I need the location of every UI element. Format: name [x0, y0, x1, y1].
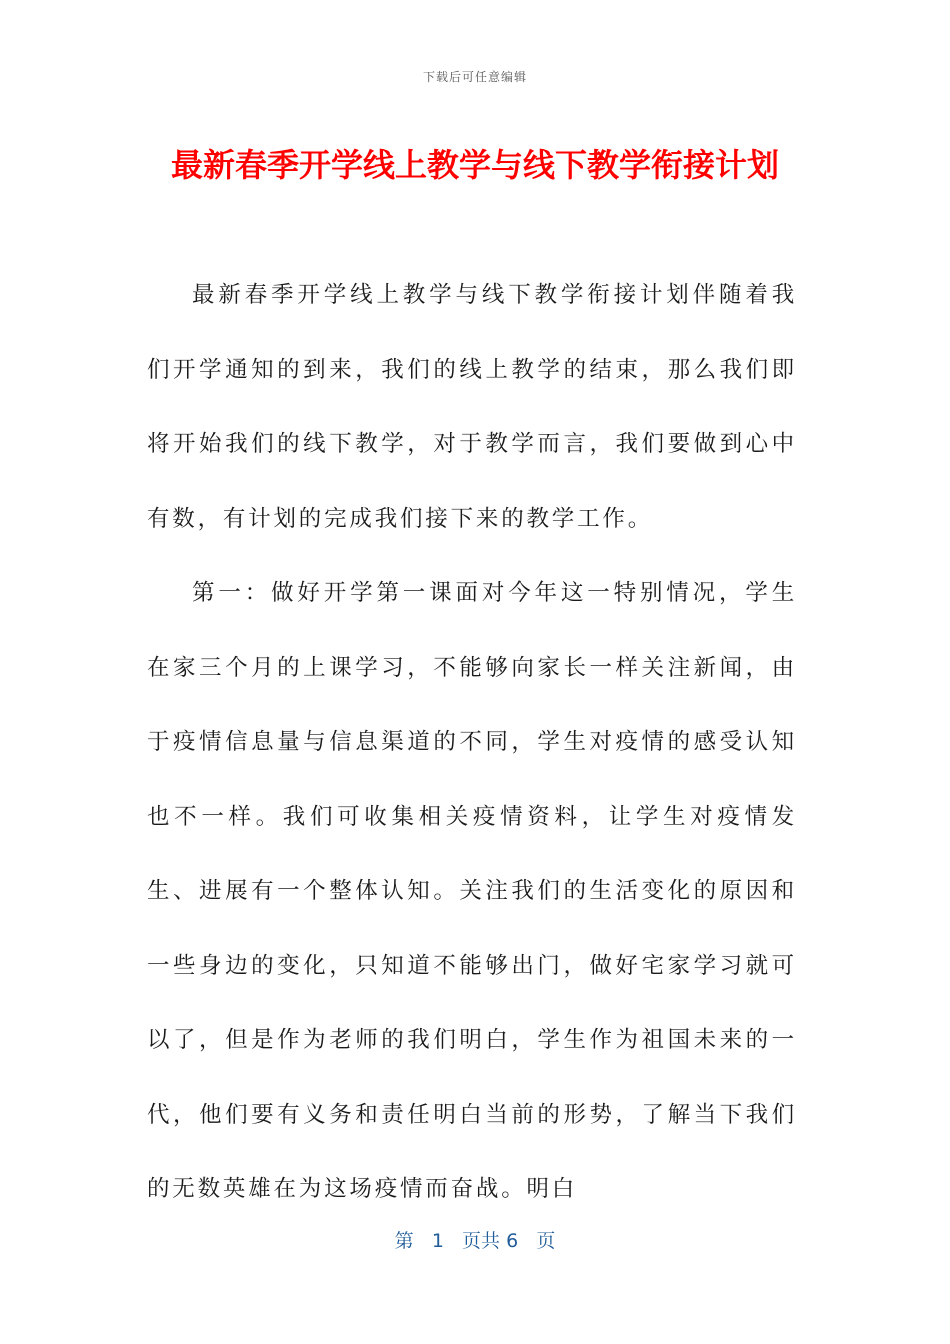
footer-page-suffix: 页: [536, 1230, 556, 1252]
header-note: 下载后可任意编辑: [422, 70, 527, 84]
paragraph-intro: 最新春季开学线上教学与线下教学衔接计划伴随着我们开学通知的到来，我们的线上教学的结束，那么我们即将开始我们的线下教学，对于教学而言，我们要做到心中有数，有计划的完成我们接下来的教学工作。: [147, 282, 797, 532]
footer-page-middle: 页共: [462, 1230, 501, 1252]
document-body: [147, 258, 797, 1227]
footer-current-page: 1: [431, 1230, 444, 1252]
paragraph-first-point: 第一：做好开学第一课面对今年这一特别情况，学生在家三个月的上课学习，不能够向家长一样关注新闻，由于疫情信息量与信息渠道的不同，学生对疫情的感受认知也不一样。我们可收集相关疫情资料，让学生对疫情发生、进展有一个整体认知。关注我们的生活变化的原因和一些身边的变化，只知道不能够出门，做好宅家学习就可以了，但是作为老师的我们明白，学生作为祖国未来的一代，他们要有义务和责任明白当前的形势，了解当下我们的无数英雄在为这场疫情而奋战。明白: [147, 580, 797, 1202]
page-footer: [0, 1226, 950, 1253]
footer-total-pages: 6: [506, 1230, 519, 1252]
document-title: 最新春季开学线上教学与线下教学衔接计划: [170, 146, 779, 184]
footer-page-prefix: 第: [394, 1230, 414, 1252]
